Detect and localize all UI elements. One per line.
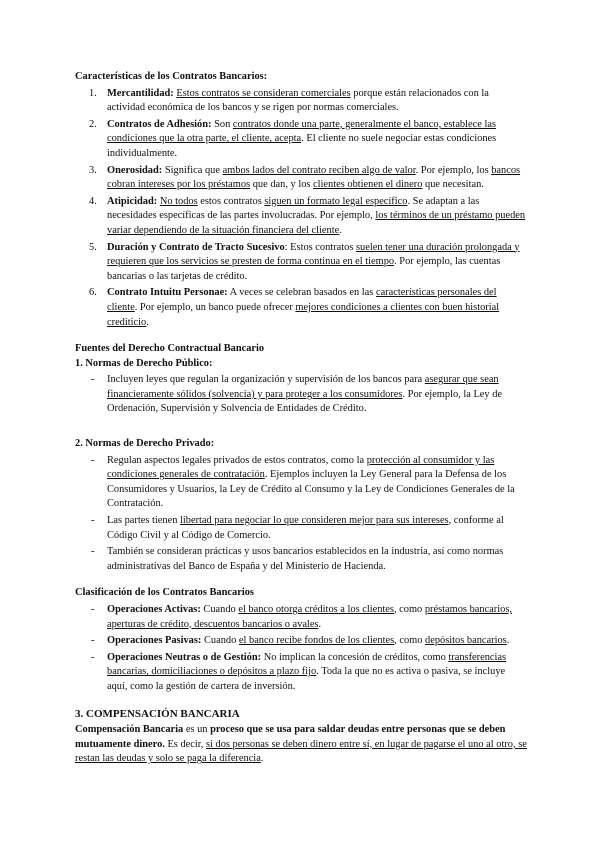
item-text bbox=[107, 165, 520, 191]
text-run: . bbox=[260, 753, 264, 765]
bold-text: Operaciones Neutras o de Gestión: bbox=[107, 651, 262, 663]
spacer bbox=[75, 576, 527, 586]
privado-list bbox=[75, 454, 527, 575]
item-number: 2. bbox=[89, 118, 97, 130]
bold-text: Atipicidad: bbox=[107, 195, 158, 207]
item-text bbox=[107, 88, 489, 114]
text-run: Cuando bbox=[201, 635, 239, 647]
bold-text: Duración y Contrato de Tracto Sucesivo bbox=[107, 241, 285, 253]
bold-text: proceso que se usa para saldar deudas entre personas que se deben mutuamente dinero. bbox=[75, 724, 506, 750]
bold-text: Operaciones Pasivas: bbox=[107, 635, 202, 647]
dash-bullet: - bbox=[91, 454, 95, 466]
spacer bbox=[75, 697, 527, 707]
dash-bullet: - bbox=[91, 515, 95, 527]
list-item bbox=[75, 87, 527, 116]
text-run: . bbox=[506, 635, 510, 647]
text-run: Incluyen leyes que regulan la organización y supervisión de los bancos para bbox=[107, 374, 425, 386]
item-text bbox=[107, 287, 499, 327]
text-run: porque están relacionados con la actividad económica de los bancos y se rigen por normas comerciales. bbox=[107, 87, 489, 114]
text-run: . Por ejemplo, un banco puede ofrecer bbox=[134, 301, 296, 313]
compensacion-paragraph bbox=[75, 724, 527, 764]
underlined-text: el banco otorga créditos a los clientes bbox=[238, 604, 394, 615]
dash-bullet: - bbox=[91, 546, 95, 558]
item-number: 4. bbox=[89, 195, 97, 207]
section-title-clasificacion: Clasificación de los Contratos Bancarios bbox=[75, 587, 254, 599]
text-run: que dan, y los bbox=[250, 179, 314, 191]
text-run: : Estos contratos bbox=[284, 241, 356, 253]
text-run: , como bbox=[393, 604, 425, 615]
text-run: . Por ejemplo, los bbox=[415, 164, 492, 176]
section-title-compensacion: 3. COMPENSACIÓN BANCARIA bbox=[75, 707, 240, 720]
publico-list bbox=[75, 373, 527, 417]
underlined-text: asegurar que sean financieramente sólidos (solvencia) y para proteger a los consumidores bbox=[107, 374, 499, 400]
item-text bbox=[107, 455, 515, 510]
text-run: . Se adaptan a las necesidades específicas de las partes involucradas. Por ejemplo, bbox=[107, 195, 480, 222]
text-run: . bbox=[318, 618, 322, 630]
underlined-text: ambos lados del contrato reciben algo de valor bbox=[222, 164, 416, 176]
text-run: Son bbox=[211, 118, 233, 130]
underlined-text: Estos contratos se consideran comerciales bbox=[176, 87, 351, 99]
spacer bbox=[75, 419, 527, 437]
text-run: . Por ejemplo, la Ley de Ordenación, Supervisión y Solvencia de Entidades de Crédito. bbox=[107, 388, 503, 415]
bold-text: Contratos de Adhesión: bbox=[107, 118, 212, 130]
list-item bbox=[75, 195, 527, 239]
list-item bbox=[75, 651, 527, 695]
underlined-text: características personales del cliente bbox=[107, 287, 497, 313]
dash-bullet: - bbox=[91, 651, 95, 663]
text-run: . El cliente no suele negociar estas condiciones individualmente. bbox=[107, 133, 497, 159]
text-run: . Toda la que no es activa o pasiva, se incluye aquí, como la gestión de cartera de inversión. bbox=[107, 666, 506, 692]
item-text bbox=[107, 515, 504, 541]
list-item bbox=[75, 545, 527, 574]
underlined-text: bancos cobran intereses por los préstamos bbox=[107, 164, 521, 191]
item-text bbox=[107, 635, 509, 646]
underlined-text: suelen tener una duración prolongada y requieren que los servicios se presten de forma continua en el tiempo bbox=[107, 241, 520, 268]
item-number: 1. bbox=[89, 87, 97, 99]
list-item bbox=[75, 118, 527, 162]
list-item bbox=[75, 164, 527, 193]
text-run: Cuando bbox=[200, 604, 239, 615]
subsection-title-privado: 2. Normas de Derecho Privado: bbox=[75, 438, 215, 450]
text-run: . bbox=[146, 316, 149, 328]
caracteristicas-list bbox=[75, 87, 527, 331]
underlined-text: contratos donde una parte, generalmente el banco, establece las condiciones que la otra parte, el cliente, acepta bbox=[107, 118, 496, 145]
text-run: Es decir, bbox=[164, 738, 206, 750]
text-run: , conforme al Código Civil y al Código de Comercio. bbox=[107, 515, 504, 541]
text-run: que necesitan. bbox=[422, 179, 484, 191]
item-text bbox=[107, 652, 506, 692]
list-item bbox=[75, 373, 527, 417]
underlined-text: clientes obtienen el dinero bbox=[313, 179, 423, 191]
underlined-text: los términos de un préstamo pueden variar dependiendo de la situación financiera del cliente bbox=[107, 210, 526, 236]
underlined-text: el banco recibe fondos de los clientes bbox=[238, 635, 395, 647]
list-item bbox=[75, 241, 527, 285]
text-run: A veces se celebran basados en las bbox=[227, 287, 376, 299]
item-text bbox=[107, 546, 503, 572]
text-run: No implican la concesión de créditos, como bbox=[261, 651, 449, 663]
underlined-text: No todos bbox=[159, 195, 198, 207]
item-text bbox=[107, 604, 512, 630]
item-number: 6. bbox=[89, 287, 97, 299]
section-title-fuentes: Fuentes del Derecho Contractual Bancario bbox=[75, 343, 265, 355]
underlined-text: si dos personas se deben dinero entre sí, en lugar de pagarse el uno al otro, se restan las deudas y solo se paga la diferencia bbox=[75, 738, 527, 765]
bold-text: Onerosidad: bbox=[107, 164, 163, 176]
list-item bbox=[75, 514, 527, 543]
document-page bbox=[75, 70, 527, 767]
item-text bbox=[107, 242, 520, 282]
dash-bullet: - bbox=[91, 635, 95, 647]
text-run: estos contratos bbox=[197, 195, 265, 207]
underlined-text: protección al consumidor y las condiciones generales de contratación bbox=[107, 454, 495, 481]
bold-text: Mercantilidad: bbox=[107, 87, 174, 99]
text-run: . Ejemplos incluyen la Ley General para la Defensa de los Consumidores y Usuarios, la Ley de Crédito al Consumo y la Ley de Condiciones Generales de la Contratación. bbox=[107, 469, 515, 510]
bold-text: Operaciones Activas: bbox=[107, 604, 201, 615]
text-run: Regulan aspectos legales privados de estos contratos, como la bbox=[107, 454, 367, 466]
bold-text: Compensación Bancaria bbox=[75, 724, 184, 736]
item-text bbox=[107, 196, 525, 236]
dash-bullet: - bbox=[91, 374, 95, 386]
text-run: Significa que bbox=[162, 164, 223, 176]
item-text bbox=[107, 374, 502, 414]
item-text bbox=[107, 119, 496, 159]
clasificacion-list bbox=[75, 603, 527, 695]
bold-text: Contrato Intuitu Personae: bbox=[107, 287, 228, 299]
list-item bbox=[75, 286, 527, 330]
item-number: 3. bbox=[89, 164, 97, 176]
underlined-text: mejores condiciones a clientes con buen historial crediticio bbox=[107, 301, 500, 328]
text-run: . Por ejemplo, las cuentas bancarias o las tarjetas de crédito. bbox=[107, 256, 501, 282]
underlined-text: transferencias bancarias, domiciliaciones o depósitos a plazo fijo bbox=[107, 651, 507, 678]
text-run: Las partes tienen bbox=[107, 515, 180, 527]
section-title-caracteristicas: Características de los Contratos Bancarios: bbox=[75, 71, 268, 82]
list-item bbox=[75, 603, 527, 632]
underlined-text: siguen un formato legal específico bbox=[264, 195, 408, 207]
list-item bbox=[75, 454, 527, 512]
text-run: . bbox=[339, 224, 342, 236]
underlined-text: libertad para negociar lo que consideren mejor para sus intereses bbox=[180, 515, 449, 527]
text-run: es un bbox=[183, 724, 211, 736]
spacer bbox=[75, 332, 527, 342]
subsection-title-publico: 1. Normas de Derecho Público: bbox=[75, 357, 213, 369]
item-number: 5. bbox=[89, 241, 97, 253]
underlined-text: depósitos bancarios bbox=[425, 635, 507, 647]
text-run: También se consideran prácticas y usos bancarios establecidos en la industria, así como normas administrativas del Banco de España y del Ministerio de Hacienda. bbox=[107, 546, 504, 572]
underlined-text: préstamos bancarios, aperturas de crédito, descuentos bancarios o avales bbox=[107, 604, 512, 630]
dash-bullet: - bbox=[91, 604, 95, 615]
list-item bbox=[75, 634, 527, 649]
text-run: , como bbox=[394, 635, 426, 647]
